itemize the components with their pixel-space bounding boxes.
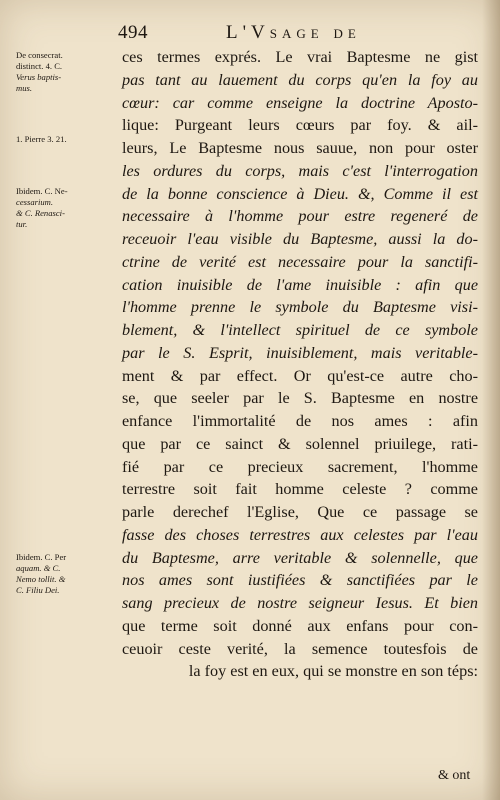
margin-note-line: De consecrat. [16, 50, 63, 60]
text-line: que par ce sainct & solennel priuilege, rati- [122, 434, 478, 453]
margin-note-line: mus. [16, 83, 32, 93]
text-line: ctrine de verité est necessaire pour la sanctifi- [122, 252, 478, 271]
text-line: que terme soit donné aux enfans pour con- [122, 616, 478, 635]
text-line: les ordures du corps, mais c'est l'interrogation [122, 161, 478, 180]
main-text-block [122, 46, 478, 683]
margin-note [16, 552, 124, 596]
margin-note [16, 186, 124, 230]
margin-note-line: cessarium. [16, 197, 53, 207]
text-line: sang precieux de nostre seigneur Iesus. Et bien [122, 594, 478, 612]
margin-note-line: aquam. & C. [16, 563, 61, 573]
margin-note-line: C. Filiu Dei. [16, 585, 60, 595]
text-line: nos ames sont iustifiées & sanctifiées par le [122, 571, 478, 590]
page-number: 494 [118, 22, 148, 43]
page-edge-shadow [482, 0, 500, 800]
text-line: du Baptesme, arre veritable & solennelle, que [122, 548, 478, 567]
text-line: leurs, Le Baptesme nous sauue, non pour oster [122, 139, 478, 157]
margin-note-line: tur. [16, 219, 28, 229]
text-line: enfance l'immortalité de nos ames : afin [122, 412, 478, 430]
text-line: receuoir l'eau visible du Baptesme, aussi la do- [122, 230, 478, 248]
margin-note [16, 50, 124, 94]
margin-note-line: distinct. 4. C. [16, 61, 63, 71]
running-head: L'Vsage de [226, 22, 361, 43]
catchword: & ont [438, 768, 471, 783]
page-header [118, 22, 478, 44]
margin-note-line: Ibidem. C. Ne- [16, 186, 68, 196]
text-line: la foy est en eux, qui se monstre en son téps: [188, 662, 478, 681]
text-line: par le S. Esprit, inuisiblement, mais veritable- [122, 343, 478, 362]
text-line: lique: Purgeant leurs cœurs par foy. & ail- [122, 116, 478, 135]
text-line: necessaire à l'homme pour estre regeneré de [122, 207, 478, 226]
text-line: blement, & l'intellect spirituel de ce symbole [122, 321, 478, 339]
margin-note-line: Verus baptis- [16, 72, 62, 82]
margin-note-line: & C. Renasci- [16, 208, 65, 218]
text-line: ment & par effect. Or qu'est-ce autre cho- [122, 366, 478, 385]
text-line: fié par ce precieux sacrement, l'homme [122, 457, 478, 476]
text-line: ces termes exprés. Le vrai Baptesme ne gist [122, 48, 478, 66]
text-line: terrestre soit fait homme celeste ? comme [122, 480, 478, 499]
text-line: se, que seeler par le S. Baptesme en nostre [122, 389, 478, 408]
text-line: fasse des choses terrestres aux celestes par l'eau [122, 525, 478, 544]
text-line: ceuoir ceste verité, la semence toutesfois de [122, 639, 478, 658]
margin-note-line: Ibidem. C. Per [16, 552, 67, 562]
text-line: pas tant au lauement du corps qu'en la foy au [122, 70, 478, 89]
text-line: parle derechef l'Eglise, Que ce passage se [122, 503, 478, 521]
text-line: cation inuisible de l'ame inuisible : afin que [122, 275, 478, 294]
text-line: l'homme prenne le symbole du Baptesme visi- [122, 298, 478, 317]
margin-note [16, 134, 124, 145]
margin-note-line: Nemo tollit. & [16, 574, 66, 584]
margin-note-line: 1. Pierre 3. 21. [16, 134, 67, 144]
text-line: cœur: car comme enseigne la doctrine Aposto- [122, 93, 478, 112]
text-line: de la bonne conscience à Dieu. &, Comme il est [122, 184, 478, 203]
